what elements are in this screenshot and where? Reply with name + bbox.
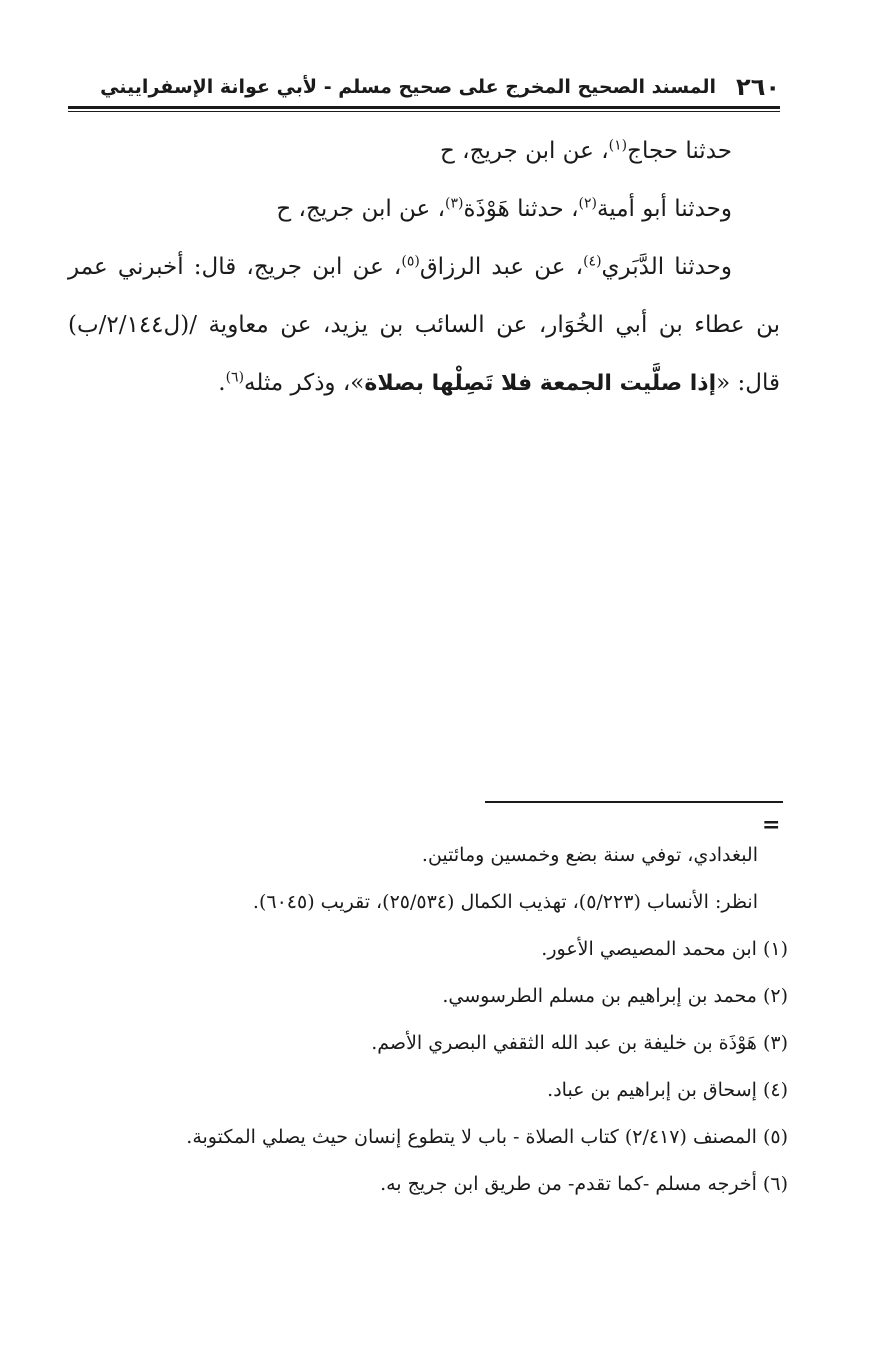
footnote-item: (١) ابن محمد المصيصي الأعور. xyxy=(541,938,788,960)
text-fragment: ، عن ابن جريج، ح xyxy=(440,138,609,164)
header-rule xyxy=(68,106,780,109)
text-paragraph-dabari xyxy=(68,238,780,413)
text-fragment: ، عن عبد الرزاق xyxy=(419,254,584,280)
footnote-continuation: البغدادي، توفي سنة بضع وخمسين ومائتين. xyxy=(421,844,758,866)
running-title: المسند الصحيح المخرج على صحيح مسلم - لأبي عوانة الإسفراييني xyxy=(100,76,717,98)
text-fragment: وحدثنا أبو أمية xyxy=(596,196,732,222)
footnote-item: (٦) أخرجه مسلم -كما تقدم- من طريق ابن جريج به. xyxy=(380,1173,788,1195)
text-fragment: . xyxy=(218,370,226,396)
footnote-ref: (٥) xyxy=(401,253,420,270)
continuation-mark: = xyxy=(762,812,781,838)
text-line-hajjaj xyxy=(68,122,780,180)
header-rule-thin xyxy=(68,111,780,112)
main-text xyxy=(68,122,780,413)
text-fragment: »، وذكر مثله xyxy=(244,370,365,396)
footnote-ref: (٣) xyxy=(445,195,464,212)
text-line-abu-umayya xyxy=(68,180,780,238)
footnote-item: (٥) المصنف (٢/٤١٧) كتاب الصلاة - باب لا يتطوع إنسان حيث يصلي المكتوبة. xyxy=(186,1126,788,1148)
text-fragment: حدثنا حجاج xyxy=(627,138,732,164)
footnote-item: (٣) هَوْذَة بن خليفة بن عبد الله الثقفي البصري الأصم. xyxy=(371,1032,788,1054)
footnote-ref: (٢) xyxy=(578,195,597,212)
text-fragment: ، عن ابن جريج، قال: أخبرني عمر بن عطاء بن أبي الخُوَار، عن السائب بن يزيد، عن معاوية /(ل٢/١٤٤/ب) قال: « xyxy=(68,254,780,396)
text-fragment: ، حدثنا هَوْذَة xyxy=(463,196,579,222)
page-header xyxy=(68,70,780,104)
text-fragment: وحدثنا الدَّبَري xyxy=(601,254,732,280)
footnote-item: (٢) محمد بن إبراهيم بن مسلم الطرسوسي. xyxy=(442,985,788,1007)
page-number: ٢٦٠ xyxy=(736,73,780,101)
footnote-ref: (١) xyxy=(608,137,628,154)
footnote-ref: (٦) xyxy=(225,369,245,386)
footnote-separator xyxy=(485,801,783,803)
footnotes xyxy=(100,832,788,1208)
hadith-text: إذا صلَّيت الجمعة فلا تَصِلْها بصلاة xyxy=(364,371,717,396)
footnote-ref: (٤) xyxy=(583,253,602,270)
text-fragment: ، عن ابن جريج، ح xyxy=(276,196,446,222)
footnote-continuation: انظر: الأنساب (٥/٢٢٣)، تهذيب الكمال (٢٥/٥٣٤)، تقريب (٦٠٤٥). xyxy=(252,891,758,913)
footnote-item: (٤) إسحاق بن إبراهيم بن عباد. xyxy=(547,1079,788,1101)
